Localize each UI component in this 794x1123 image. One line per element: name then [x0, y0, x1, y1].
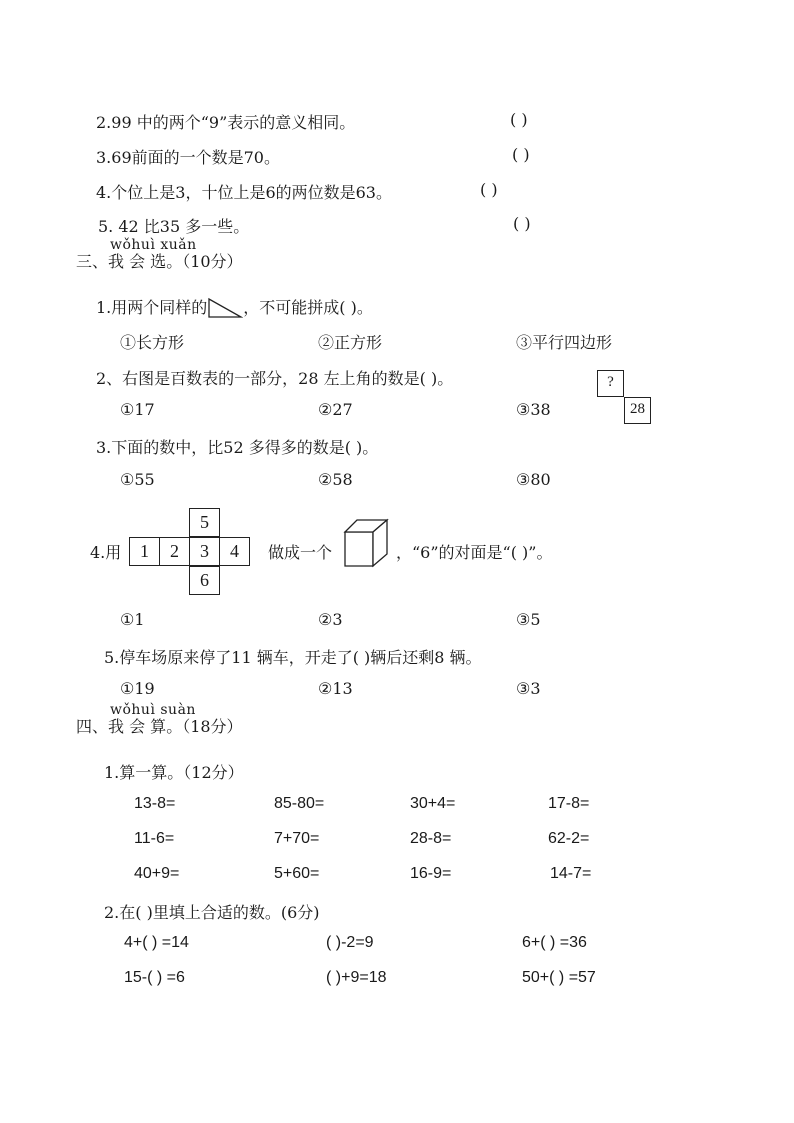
judge-item-4: 4.个位上是3，十位上是6的两位数是63。 — [96, 183, 392, 202]
fill-item[interactable]: 50+( ) =57 — [522, 969, 596, 986]
q4-option-3[interactable]: ③5 — [516, 610, 541, 629]
section3-title-post: 。（10分） — [166, 252, 243, 271]
net-cell: 2 — [159, 537, 190, 566]
calc-item[interactable]: 5+60= — [274, 865, 320, 882]
cube-icon — [343, 518, 389, 568]
q3-option-3[interactable]: ③80 — [516, 470, 551, 489]
calc-item[interactable]: 7+70= — [274, 830, 320, 847]
answer-paren-4[interactable]: ( ) — [480, 180, 498, 199]
fill-item[interactable]: ( )+9=18 — [326, 969, 387, 986]
q5-option-2[interactable]: ②13 — [318, 679, 353, 698]
q2-option-3[interactable]: ③38 — [516, 400, 551, 419]
section4-title-post: 。（18分） — [166, 717, 243, 736]
q2-option-1[interactable]: ①17 — [120, 400, 155, 419]
answer-paren-5[interactable]: ( ) — [513, 214, 531, 233]
calc-item[interactable]: 40+9= — [134, 865, 180, 882]
q1-post: ，不可能拼成( )。 — [243, 298, 373, 317]
q1-option-3[interactable]: ③平行四边形 — [516, 333, 613, 352]
section3-pinyin: wǒhuì xuǎn — [110, 237, 197, 253]
section4-title-pre: 四、我 会 算 — [76, 717, 167, 736]
q5-option-3[interactable]: ③3 — [516, 679, 541, 698]
q4-mid: 做成一个 — [268, 543, 333, 562]
calc-item[interactable]: 85-80= — [274, 795, 325, 812]
judge-item-5: 5. 42 比35 多一些。 — [98, 217, 250, 236]
fill-item[interactable]: 6+( ) =36 — [522, 934, 587, 951]
calc-item[interactable]: 13-8= — [134, 795, 176, 812]
section4-title — [76, 714, 243, 737]
fill-item[interactable]: ( )-2=9 — [326, 934, 374, 951]
calc-item[interactable]: 28-8= — [410, 830, 452, 847]
fill-item[interactable]: 4+( ) =14 — [124, 934, 189, 951]
q1-option-2[interactable]: ②正方形 — [318, 333, 383, 352]
q1-pre: 1.用两个同样的 — [96, 298, 208, 317]
q3-text: 3.下面的数中，比52 多得多的数是( )。 — [96, 438, 379, 457]
q4-pre: 4.用 — [90, 543, 122, 562]
calc-item[interactable]: 16-9= — [410, 865, 452, 882]
q4-option-1[interactable]: ①1 — [120, 610, 145, 629]
hundred-chart-unknown-cell: ? — [597, 370, 624, 397]
q2-text: 2、右图是百数表的一部分，28 左上角的数是( )。 — [96, 369, 454, 388]
net-cell: 3 — [189, 537, 220, 566]
section3-title — [76, 249, 243, 272]
q4-option-2[interactable]: ②3 — [318, 610, 343, 629]
calc-sub1-title: 1.算一算。（12分） — [104, 763, 244, 782]
calc-item[interactable]: 14-7= — [550, 865, 592, 882]
calc-sub2-title: 2.在( )里填上合适的数。(6分) — [104, 903, 320, 922]
q1-option-1[interactable]: ①长方形 — [120, 333, 185, 352]
section3-title-pre: 三、我 会 选 — [76, 252, 167, 271]
hundred-chart-cell-28: 28 — [624, 397, 651, 424]
calc-item[interactable]: 30+4= — [410, 795, 456, 812]
calc-item[interactable]: 17-8= — [548, 795, 590, 812]
q2-option-2[interactable]: ②27 — [318, 400, 353, 419]
answer-paren-2[interactable]: ( ) — [510, 110, 528, 129]
net-cell-bottom: 6 — [189, 566, 220, 595]
fill-item[interactable]: 15-( ) =6 — [124, 969, 185, 986]
q5-option-1[interactable]: ①19 — [120, 679, 155, 698]
q3-option-2[interactable]: ②58 — [318, 470, 353, 489]
calc-item[interactable]: 11-6= — [134, 830, 175, 847]
q4-post: ，“6”的对面是“( )”。 — [396, 543, 553, 562]
q1-text — [96, 295, 373, 319]
q5-text: 5.停车场原来停了11 辆车，开走了( )辆后还剩8 辆。 — [104, 648, 482, 667]
answer-paren-3[interactable]: ( ) — [512, 145, 530, 164]
net-cell: 4 — [219, 537, 250, 566]
judge-item-3: 3.69前面的一个数是70。 — [96, 148, 280, 167]
judge-item-2: 2.99 中的两个“9”表示的意义相同。 — [96, 113, 356, 132]
q3-option-1[interactable]: ①55 — [120, 470, 155, 489]
net-cell-top: 5 — [189, 508, 220, 537]
calc-item[interactable]: 62-2= — [548, 830, 590, 847]
right-triangle-icon — [207, 297, 243, 319]
section4-pinyin: wǒhuì suàn — [110, 702, 196, 718]
net-cell: 1 — [129, 537, 160, 566]
